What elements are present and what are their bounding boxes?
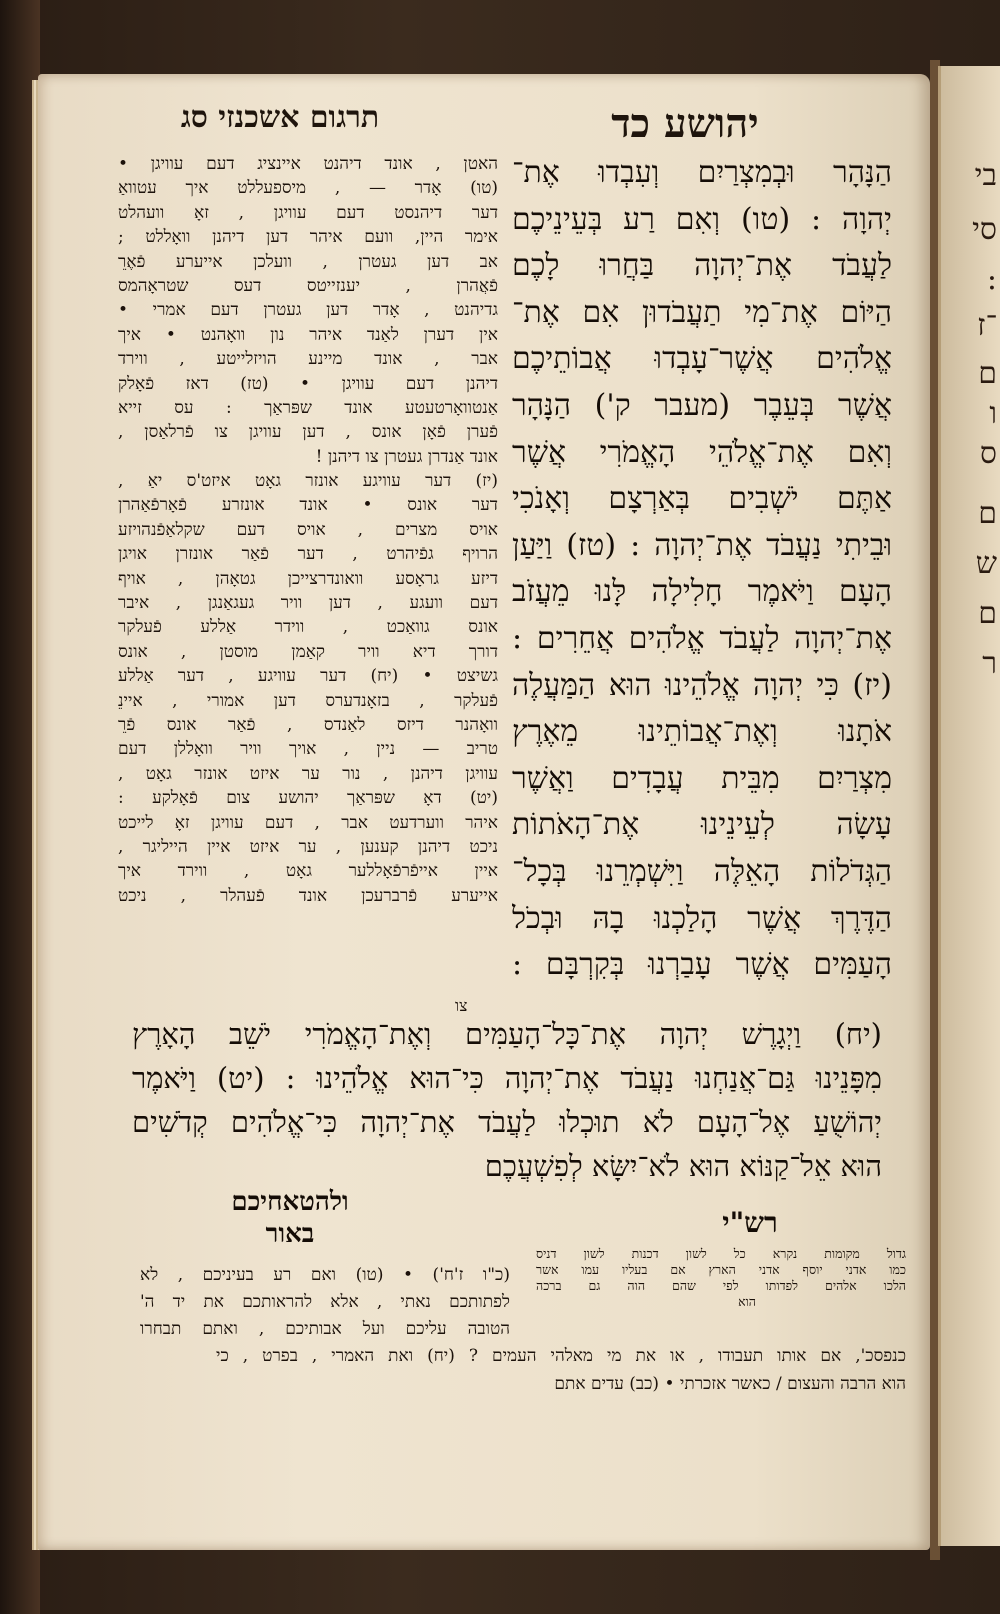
facing-page-glyph: ו: [989, 396, 997, 431]
translation-line: אונס גוואַכט , ווידר אַללע פֿעלקר: [118, 617, 498, 638]
hebrew-line: יְהוָה : (טו) וְאִם רַע בְּעֵינֵיכֶם: [512, 201, 892, 237]
translation-line: דער אונס • אונד אונזרע פֿאָרפֿאַהרן: [118, 495, 498, 516]
facing-page-glyph: :: [986, 262, 997, 297]
translation-line: גדיהנט , אָדר דען געטרן דעם אמרי •: [118, 300, 498, 321]
translation-line: האטן , אונד דיהנט איינציג דעם עוויגן •: [118, 154, 498, 174]
hebrew-line: הָעָם וַיֹּאמֶר חָלִילָה לָּנוּ מֵעֲזֹב: [512, 574, 892, 610]
biur-commentary: [140, 1262, 510, 1343]
hebrew-line: (יח) וַיְגָרֶשׁ יְהוָה אֶת־כָּל־הָעַמִּים וְאֶת־הָאֱמֹרִי יֹשֵׁב הָאָרֶץ: [132, 1017, 882, 1051]
translation-line: דיהנן דעם עוויגן • (טז) דאז פֿאָלק: [118, 373, 498, 394]
translation-line: איין אייפֿרפֿאָללער גאָט , ווירד איך: [118, 861, 498, 882]
translation-line: ניכט דיהנן קענען , ער איזט איין הייליגר ,: [118, 836, 498, 857]
biur-line: הטובה עליכם ועל אבותיכם , ואתם תבחרו: [140, 1319, 510, 1339]
translation-line: אויס מצרים , אויס דעם שקלאַפֿנהויזע: [118, 519, 498, 540]
hebrew-line: לַעֲבֹד אֶת־יְהוָה בַּחֲרוּ לָכֶם: [512, 248, 892, 284]
translation-line: אייערע פֿרברעכן אונד פֿעהלר , ניכט: [118, 885, 498, 906]
facing-page: [938, 66, 1000, 1546]
hebrew-column: [512, 150, 892, 989]
translation-column: [118, 152, 498, 908]
bottom-commentary: [216, 1342, 906, 1398]
translation-line: וואָהנר דיזס לאַנדס , פֿאַר אונס פֿרֵ: [118, 714, 498, 735]
hebrew-line: וְאִם אֶת־אֱלֹהֵי הָאֱמֹרִי אֲשֶׁר: [512, 434, 892, 470]
bottom-line: כנפסכ', אם אותו תעבודו , או את מי מאלהי העמים ? (יח) ואת האמרי , בפרט , כי: [216, 1346, 906, 1366]
catchword: צו: [455, 996, 468, 1015]
hebrew-line: אֱלֹהִים אֲשֶׁר־עָבְדוּ אֲבוֹתֵיכֶם: [512, 341, 892, 377]
translation-line: אב דען געטרן , וועלכן אייערע פֿאֶרֵ: [118, 251, 498, 272]
hebrew-line: יְהוֹשֻׁעַ אֶל־הָעָם לֹא תוּכְלוּ לַעֲבֹד אֶת־יְהוָה כִּי־אֱלֹהִים קְדֹשִׁים: [132, 1105, 882, 1139]
facing-page-glyph: ש: [975, 546, 997, 581]
translation-line: (טו) אָדר — , מיספעללט איך עטוואַ: [118, 178, 498, 199]
rashi-line: כמו אדני יוסף אדני הארץ אם בעליו עמו אשר: [536, 1262, 906, 1277]
hebrew-line: הָעַמִּים אֲשֶׁר עָבַרְנוּ בְּקִרְבָּם :: [512, 947, 892, 983]
hebrew-line: הוּא אֵל־קַנּוֹא הוּא לֹא־יִשָּׂא לְפִשְׁעֲכֶם: [484, 1149, 882, 1183]
rashi-line: הוא: [738, 1294, 756, 1309]
translation-line: אבר , אונד מיינע הויזלייטע , ווירד: [118, 349, 498, 370]
rashi-heading: רש"י: [722, 1206, 778, 1239]
hebrew-line: הַגְּדֹלוֹת הָאֵלֶּה וַיִּשְׁמְרֵנוּ בְּכָל־: [512, 853, 892, 889]
hebrew-line: אַתֶּם יֹשְׁבִים בְּאַרְצָם וְאָנֹכִי: [512, 481, 892, 517]
rashi-line: הלכו אלהים לפדותו לפי שהם הוה גם ברכה: [536, 1278, 906, 1293]
translation-line: הרויף גפֿיהרט , דער פֿאַר אונזרן אויגן: [118, 544, 498, 565]
hebrew-line: וּבֵיתִי נַעֲבֹד אֶת־יְהוָה : (טז) וַיַּעַן: [512, 527, 892, 563]
facing-page-glyph: ם: [978, 596, 997, 631]
translation-line: דער דיהנסט דעם עוויגן , זאָ וועהלט: [118, 202, 498, 223]
facing-page-glyph: ־ז: [977, 308, 997, 343]
commentary-heading-line: ולהטאחיכם: [231, 1187, 349, 1217]
facing-page-glyph: ם: [978, 496, 997, 531]
running-head-book: יהושע כד: [611, 100, 759, 147]
facing-page-glyph: ם: [978, 356, 997, 391]
translation-line: טריב — ניין , אויך וויר וואָללן דעם: [118, 739, 498, 760]
rashi-commentary: [536, 1246, 906, 1310]
biur-line: (כ"ו ז'ח') • (טו) ואם רע בעיניכם , לא: [140, 1265, 510, 1285]
hebrew-line: הַנָּהָר וּבְמִצְרַיִם וְעִבְדוּ אֶת־: [512, 155, 892, 190]
hebrew-full-width: [132, 1012, 882, 1188]
biur-line: לפתותכם נאתי , אלא להראותכם את יד ה': [140, 1292, 510, 1312]
hebrew-line: עָשָׂה לְעֵינֵינוּ אֶת־הָאֹתוֹת: [512, 807, 892, 843]
translation-line: דורך דיא וויר קאַמן מוסטן , אונס: [118, 641, 498, 662]
translation-line: פֿעלקר , בזאָנדערס דען אמורי , איינֵ: [118, 690, 498, 711]
bottom-line: הוא הרבה והעצום / כאשר אזכרתי • (כב) עדים אתם: [554, 1374, 906, 1394]
running-head-translation: תרגום אשכנזי סג: [180, 100, 380, 135]
translation-line: עוויגן דיהנן , נור ער איזט אונזר גאָט ,: [118, 763, 498, 784]
translation-line: אין דערן לאַנד איהר נון וואָהנט • איך: [118, 324, 498, 345]
facing-page-glyph: ר: [982, 646, 997, 681]
facing-page-glyph: סי: [972, 212, 997, 247]
facing-page-glyph: ס: [979, 436, 997, 471]
hebrew-line: הַיּוֹם אֶת־מִי תַעֲבֹדוּן אִם אֶת־: [512, 294, 892, 330]
hebrew-line: מִצְרַיִם מִבֵּית עֲבָדִים וַאֲשֶׁר: [512, 760, 892, 796]
hebrew-line: מִפָּנֵינוּ גַּם־אֲנַחְנוּ נַעֲבֹד אֶת־יְהוָה כִּי־הוּא אֱלֹהֵינוּ : (יט) וַיֹּאמֶר: [132, 1061, 882, 1095]
translation-line: פֿאֲהרן , יענזייטס דעס שטראָהמס: [118, 275, 498, 296]
rashi-line: גדול מקומות נקרא כל לשון דכנות לשון דניס: [536, 1246, 906, 1261]
commentary-heading-line: באור: [265, 1219, 315, 1249]
hebrew-line: אֲשֶׁר בְּעֵבֶר (מעבר ק') הַנָּהָר: [512, 387, 892, 423]
commentary-heading: [190, 1186, 390, 1250]
hebrew-line: אֹתָנוּ וְאֶת־אֲבוֹתֵינוּ מֵאֶרֶץ: [512, 714, 892, 750]
translation-line: פֿערן פֿאָן אונס , דען עוויגן צו פֿרלאַסן ,: [118, 422, 498, 443]
translation-line: אימר היין, וועם איהר דען דיהנן וואָללט ;: [118, 227, 498, 248]
hebrew-line: הַדֶּרֶךְ אֲשֶׁר הָלַכְנוּ בָהּ וּבְכֹל: [512, 900, 892, 936]
translation-line: איהר ווערדעט אבר , דעם עוויגן זאָ לייכט: [118, 812, 498, 833]
translation-line: גשיצט • (יח) דער עוויגע , דער אַללע: [118, 666, 498, 687]
hebrew-line: אֶת־יְהוָה לַעֲבֹד אֱלֹהִים אֲחֵרִים :: [512, 620, 892, 656]
translation-line: (יט) דאָ שפּראַך יהושע צום פֿאָלקע :: [118, 788, 498, 809]
translation-line: אַנטוואָרטעטע אונד שפּראַך : עס זייא: [118, 397, 498, 418]
facing-page-glyph: בי: [974, 158, 997, 193]
translation-line: אונד אַנדרן געטרן צו דיהנן !: [315, 446, 498, 467]
translation-line: דעם וועגע , דען וויר געגאַנגן , איבר: [118, 593, 498, 614]
translation-line: (יז) דער עוויגע אונזר גאָט איזט'ס יאַ ,: [118, 471, 498, 492]
translation-line: דיזע גראָסע וואונדרצייכן גטאָהן , אויף: [118, 568, 498, 589]
hebrew-line: (יז) כִּי יְהוָה אֱלֹהֵינוּ הוּא הַמַּעֲלֶה: [512, 667, 892, 703]
